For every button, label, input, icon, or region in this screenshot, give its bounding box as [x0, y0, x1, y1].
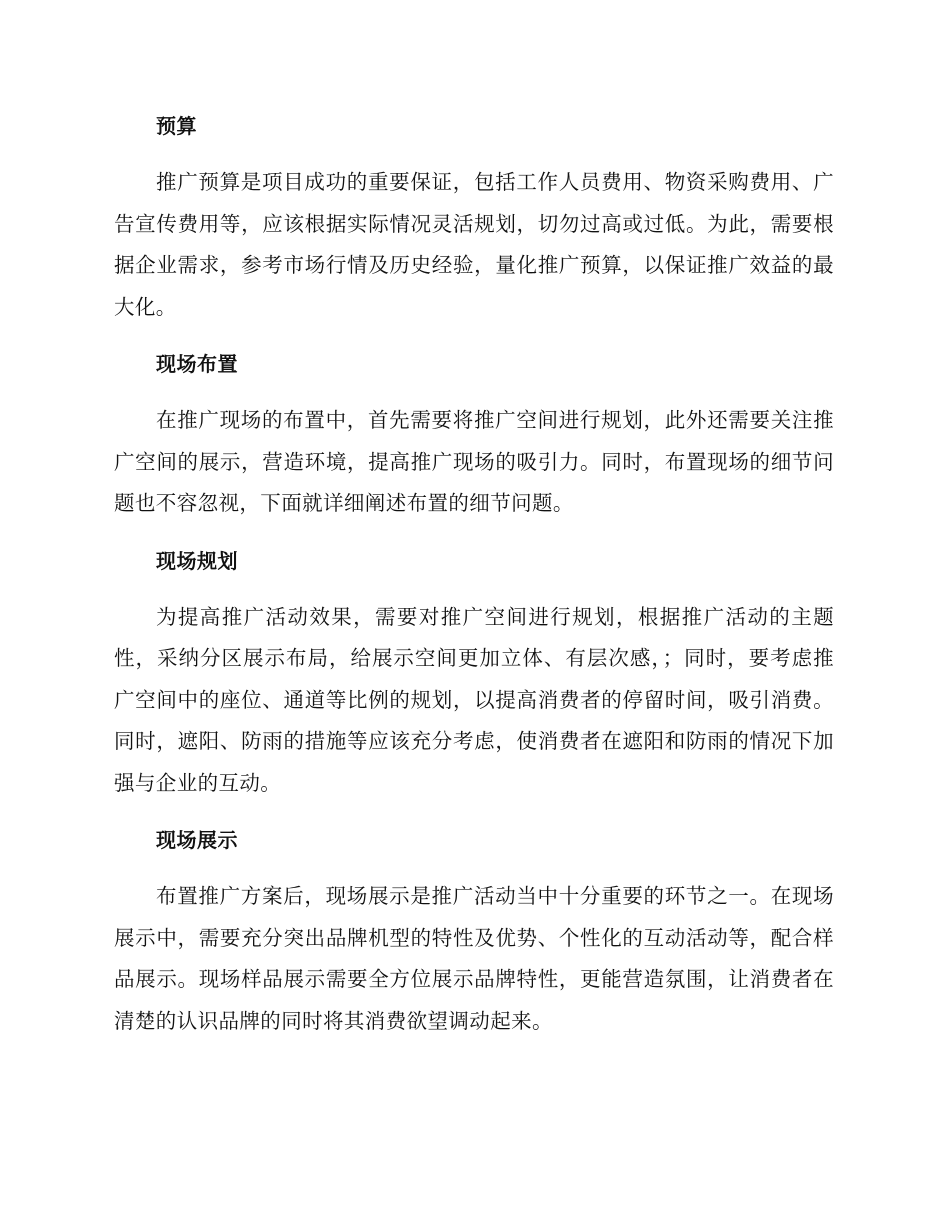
- section-site-planning: [114, 543, 834, 805]
- section-site-display: [114, 822, 834, 1042]
- section-heading: 现场规划: [156, 548, 238, 573]
- section-heading: 现场布置: [156, 352, 238, 376]
- section-paragraph: 布置推广方案后，现场展示是推广活动当中十分重要的环节之一。在现场展示中，需要充分突出品牌机型的特性及优势、个性化的互动活动等，配合样品展示。现场样品展示需要全方位展示品牌特性，更能营造氛围，让消费者在清楚的认识品牌的同时将其消费欲望调动起来。: [114, 884, 834, 1033]
- section-budget: [114, 108, 834, 328]
- section-paragraph: 在推广现场的布置中，首先需要将推广空间进行规划，此外还需要关注推广空间的展示，营造环境，提高推广现场的吸引力。同时，布置现场的细节问题也不容忽视，下面就详细阐述布置的细节问题。: [114, 408, 834, 515]
- section-paragraph: 推广预算是项目成功的重要保证，包括工作人员费用、物资采购费用、广告宣传费用等，应该根据实际情况灵活规划，切勿过高或过低。为此，需要根据企业需求，参考市场行情及历史经验，量化推广预算，以保证推广效益的最大化。: [114, 170, 834, 319]
- section-site-layout: [114, 346, 834, 525]
- document-body: [114, 108, 834, 1060]
- section-heading: 预算: [156, 114, 197, 138]
- section-paragraph: 为提高推广活动效果，需要对推广空间进行规划，根据推广活动的主题性，采纳分区展示布局，给展示空间更加立体、有层次感，；同时，要考虑推广空间中的座位、通道等比例的规划，以提高消费者的停留时间，吸引消费。同时，遮阳、防雨的措施等应该充分考虑，使消费者在遮阳和防雨的情况下加强与企业的互动。: [114, 604, 834, 795]
- section-heading: 现场展示: [156, 828, 238, 852]
